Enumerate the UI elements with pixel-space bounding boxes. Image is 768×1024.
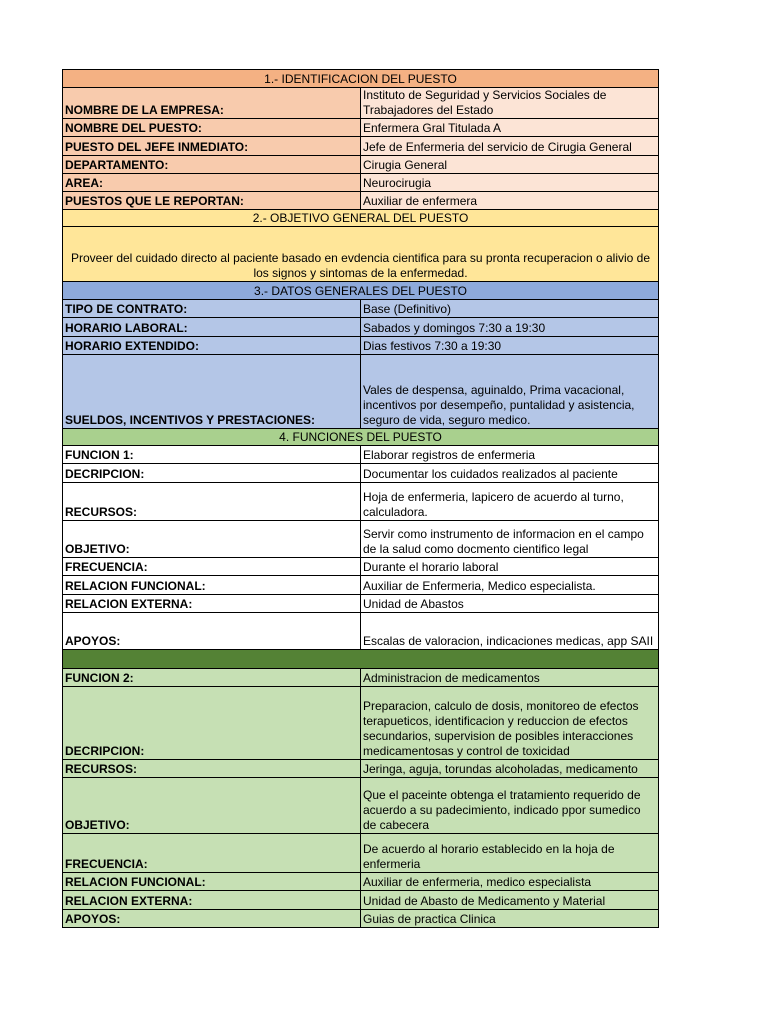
f1-functional-relation-label: RELACION FUNCIONAL: <box>63 576 361 595</box>
f2-description-value: Preparacion, calculo de dosis, monitoreo de efectos terapueticos, identificacion y reduccion de efectos secundarios, supervision de posibles interacciones medicamentosas y control de toxicidad <box>361 687 659 760</box>
job-description-sheet <box>62 69 659 928</box>
f2-resources-value: Jeringa, aguja, torundas alcoholadas, medicamento <box>361 760 659 778</box>
extended-schedule-value: Dias festivos 7:30 a 19:30 <box>361 337 659 355</box>
contract-type-value: Base (Definitivo) <box>361 300 659 318</box>
supervisor-value: Jefe de Enfermeria del servicio de Cirugia General <box>361 137 659 156</box>
section-4-header: 4. FUNCIONES DEL PUESTO <box>63 429 659 446</box>
f2-external-relation-label: RELACION EXTERNA: <box>63 891 361 910</box>
extended-schedule-label: HORARIO EXTENDIDO: <box>63 337 361 355</box>
f2-supports-value: Guias de practica Clinica <box>361 910 659 928</box>
f1-external-relation-value: Unidad de Abastos <box>361 595 659 613</box>
f1-functional-relation-value: Auxiliar de Enfermeria, Medico especialista. <box>361 576 659 595</box>
work-schedule-value: Sabados y domingos 7:30 a 19:30 <box>361 318 659 337</box>
f1-resources-value: Hoja de enfermeria, lapicero de acuerdo al turno, calculadora. <box>361 483 659 521</box>
function-2-label: FUNCION 2: <box>63 669 361 687</box>
work-schedule-label: HORARIO LABORAL: <box>63 318 361 337</box>
f1-supports-value: Escalas de valoracion, indicaciones medicas, app SAII <box>361 613 659 650</box>
salary-benefits-value: Vales de despensa, aguinaldo, Prima vacacional, incentivos por desempeño, puntalidad y asistencia, seguro de vida, seguro medico. <box>361 355 659 429</box>
function-2-value: Administracion de medicamentos <box>361 669 659 687</box>
f1-objective-value: Servir como instrumento de informacion en el campo de la salud como docmento cientifico legal <box>361 521 659 558</box>
f1-frequency-label: FRECUENCIA: <box>63 558 361 576</box>
department-value: Cirugia General <box>361 156 659 174</box>
f2-objective-value: Que el paceinte obtenga el tratamiento requerido de acuerdo a su padecimiento, indicado ppor sumedico de cabecera <box>361 778 659 834</box>
f1-description-label: DECRIPCION: <box>63 464 361 483</box>
department-label: DEPARTAMENTO: <box>63 156 361 174</box>
f1-objective-label: OBJETIVO: <box>63 521 361 558</box>
f2-supports-label: APOYOS: <box>63 910 361 928</box>
reports-value: Auxiliar de enfermera <box>361 192 659 210</box>
position-name-value: Enfermera Gral Titulada A <box>361 119 659 137</box>
contract-type-label: TIPO DE CONTRATO: <box>63 300 361 318</box>
f2-description-label: DECRIPCION: <box>63 687 361 760</box>
area-label: AREA: <box>63 174 361 192</box>
company-name-value: Instituto de Seguridad y Servicios Sociales de Trabajadores del Estado <box>361 88 659 119</box>
section-2-header: 2.- OBJETIVO GENERAL DEL PUESTO <box>63 210 659 227</box>
function-separator <box>63 650 659 669</box>
supervisor-label: PUESTO DEL JEFE INMEDIATO: <box>63 137 361 156</box>
company-name-label: NOMBRE DE LA EMPRESA: <box>63 88 361 119</box>
f2-frequency-value: De acuerdo al horario establecido en la hoja de enfermeria <box>361 834 659 873</box>
section-1-header: 1.- IDENTIFICACION DEL PUESTO <box>63 70 659 88</box>
f2-functional-relation-label: RELACION FUNCIONAL: <box>63 873 361 891</box>
f2-external-relation-value: Unidad de Abasto de Medicamento y Material <box>361 891 659 910</box>
f1-supports-label: APOYOS: <box>63 613 361 650</box>
f2-objective-label: OBJETIVO: <box>63 778 361 834</box>
reports-label: PUESTOS QUE LE REPORTAN: <box>63 192 361 210</box>
f2-functional-relation-value: Auxiliar de enfermeria, medico especialista <box>361 873 659 891</box>
f2-frequency-label: FRECUENCIA: <box>63 834 361 873</box>
f1-resources-label: RECURSOS: <box>63 483 361 521</box>
f1-frequency-value: Durante el horario laboral <box>361 558 659 576</box>
f2-resources-label: RECURSOS: <box>63 760 361 778</box>
function-1-value: Elaborar registros de enfermeria <box>361 446 659 464</box>
general-objective-text: Proveer del cuidado directo al paciente basado en evdencia cientifica para su pronta recuperacion o alivio de los signos y sintomas de la enfermedad. <box>63 227 659 282</box>
f1-external-relation-label: RELACION EXTERNA: <box>63 595 361 613</box>
function-1-label: FUNCION 1: <box>63 446 361 464</box>
area-value: Neurocirugia <box>361 174 659 192</box>
f1-description-value: Documentar los cuidados realizados al paciente <box>361 464 659 483</box>
salary-benefits-label: SUELDOS, INCENTIVOS Y PRESTACIONES: <box>63 355 361 429</box>
section-3-header: 3.- DATOS GENERALES DEL PUESTO <box>63 282 659 300</box>
position-name-label: NOMBRE DEL PUESTO: <box>63 119 361 137</box>
